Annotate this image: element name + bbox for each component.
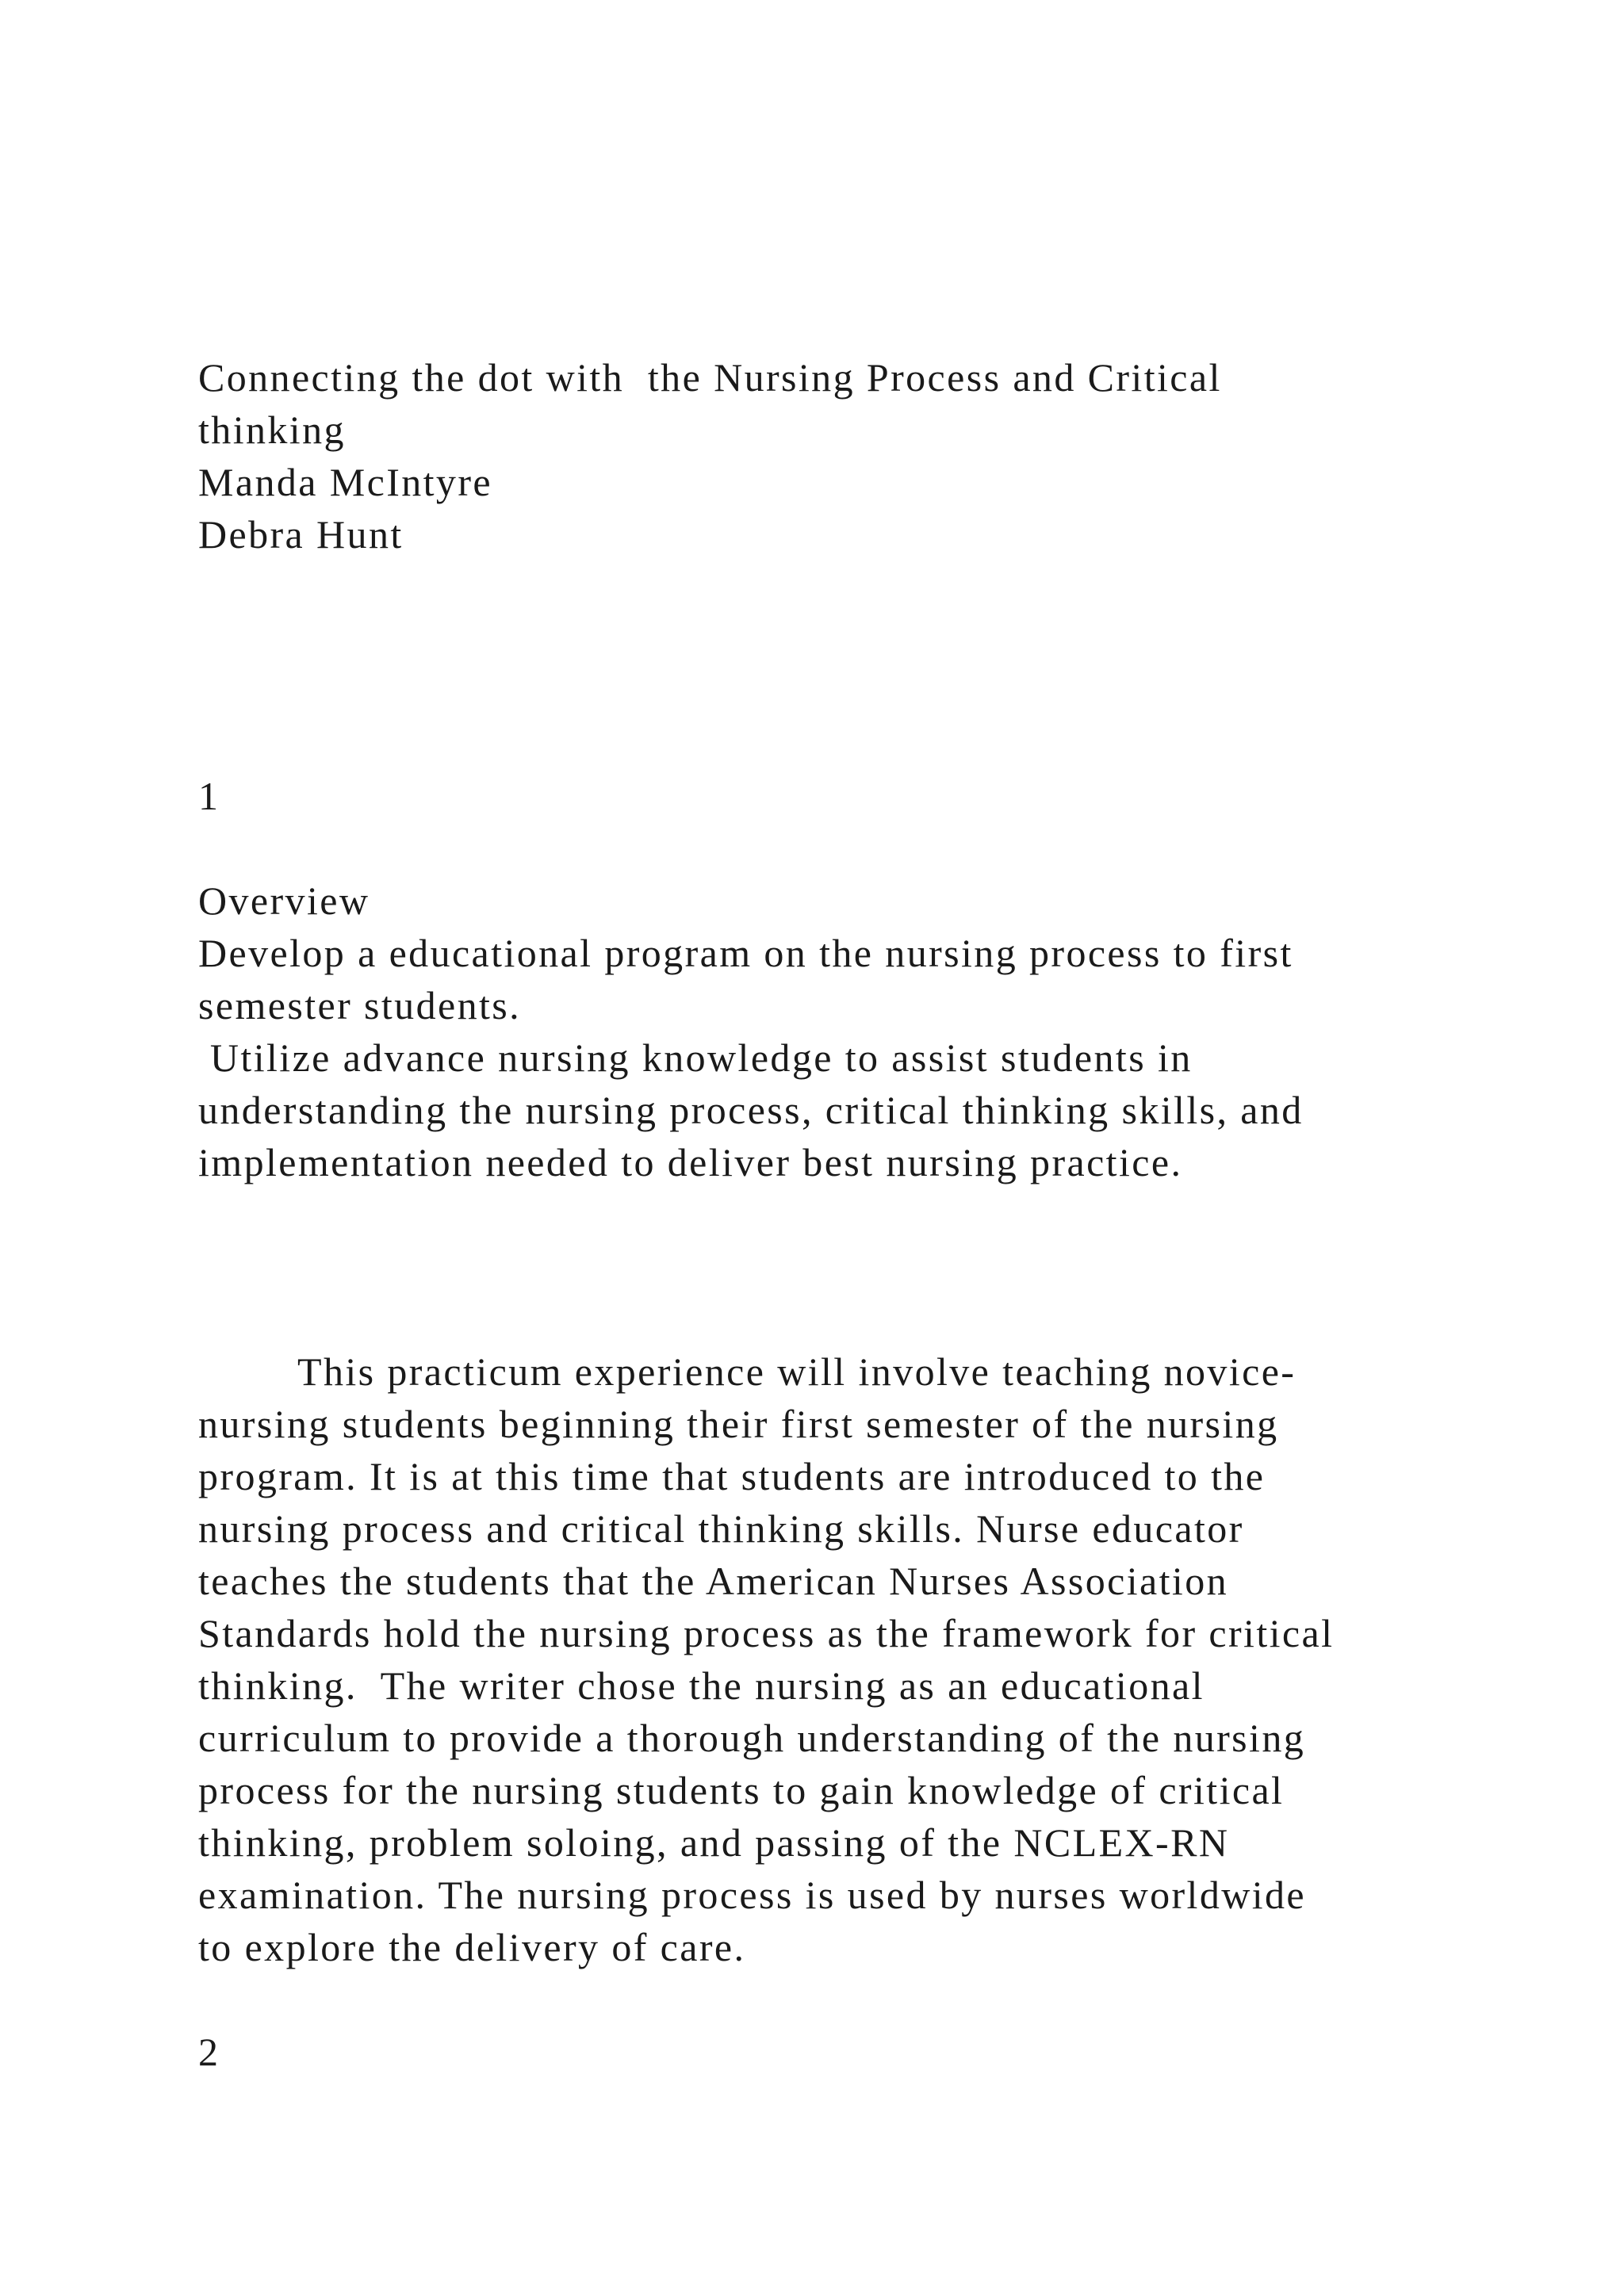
overview-line-4: understanding the nursing process, critical thinking skills, and [198, 1088, 1304, 1132]
paragraph-line-11: examination. The nursing process is used by nurses worldwide [198, 1873, 1307, 1917]
overview-line-5: implementation needed to deliver best nursing practice. [198, 1140, 1183, 1184]
paragraph-line-10: thinking, problem soloing, and passing of the NCLEX-RN [198, 1820, 1230, 1865]
page-number-1: 1 [198, 774, 220, 818]
paragraph-line-9: process for the nursing students to gain knowledge of critical [198, 1768, 1285, 1812]
title-line-2: thinking [198, 408, 346, 452]
paragraph-line-6: Standards hold the nursing process as the framework for critical [198, 1611, 1335, 1655]
paragraph-line-1: This practicum experience will involve teaching novice- [297, 1349, 1297, 1394]
paragraph-line-4: nursing process and critical thinking skills. Nurse educator [198, 1506, 1244, 1551]
paragraph-line-2: nursing students beginning their first semester of the nursing [198, 1402, 1279, 1446]
title-line-1: Connecting the dot with the Nursing Process and Critical [198, 355, 1222, 400]
paragraph-line-3: program. It is at this time that students are introduced to the [198, 1454, 1266, 1498]
paragraph-line-12: to explore the delivery of care. [198, 1925, 746, 1969]
paragraph-line-8: curriculum to provide a thorough understanding of the nursing [198, 1716, 1306, 1760]
paragraph-line-7: thinking. The writer chose the nursing as an educational [198, 1663, 1205, 1708]
paragraph-line-5: teaches the students that the American Nurses Association [198, 1559, 1229, 1603]
overview-line-1: Develop a educational program on the nursing process to first [198, 931, 1293, 975]
author-1: Manda McIntyre [198, 460, 492, 504]
page-number-2: 2 [198, 2030, 220, 2074]
overview-line-2: semester students. [198, 983, 522, 1027]
overview-line-3: Utilize advance nursing knowledge to assist students in [198, 1035, 1193, 1080]
author-2: Debra Hunt [198, 512, 404, 557]
overview-heading: Overview [198, 878, 370, 923]
